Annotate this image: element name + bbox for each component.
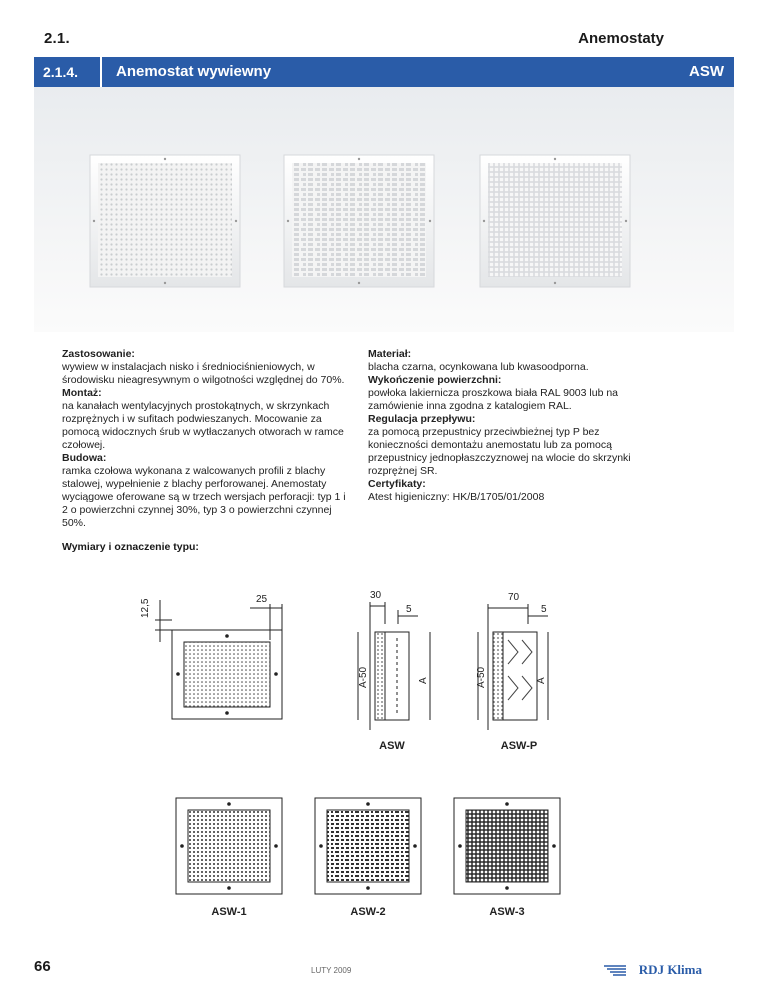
heading-regulacja: Regulacja przepływu:: [368, 413, 476, 425]
dim-5a: 5: [406, 604, 412, 615]
product-code: ASW: [689, 63, 724, 80]
caption-asw-3: ASW-3: [489, 906, 525, 918]
heading-certyfikaty: Certyfikaty:: [368, 478, 426, 490]
product-title: Anemostat wywiewny: [116, 63, 272, 80]
text-montaz: na kanałach wentylacyjnych prostokątnych, w skrzynkach rozprężnych i w sufitach podwieszanych. Mocowanie za pomocą widocznych śrub w wytłaczanych otworach w ramce czołowej.: [62, 400, 344, 451]
dim-70: 70: [508, 592, 520, 603]
drawing-asw-2: [315, 798, 421, 894]
label-a-b: A: [536, 677, 547, 684]
dim-12-5: 12,5: [140, 598, 151, 618]
type-drawings: [0, 790, 768, 900]
page-number: 66: [34, 958, 51, 975]
section-title: Anemostaty: [578, 30, 664, 47]
label-a-50-b: A-50: [476, 666, 487, 688]
text-material: blacha czarna, ocynkowana lub kwasoodporna.: [368, 361, 589, 373]
photo-asw-1: [90, 155, 240, 287]
heading-montaz: Montaż:: [62, 387, 102, 399]
dim-25: 25: [256, 594, 268, 605]
description-left: [62, 348, 354, 530]
dimensions-heading: Wymiary i oznaczenie typu:: [62, 541, 199, 553]
text-wykonczenie: powłoka lakiernicza proszkowa biała RAL 9003 lub na zamówienie inna zgodna z katalogiem RAL.: [368, 387, 619, 412]
title-bar: [34, 57, 734, 87]
label-a-50: A-50: [358, 666, 369, 688]
text-budowa: ramka czołowa wykonana z walcowanych profili z blachy stalowej, wypełnienie z blachy perforowanej. Anemostaty wyciągowe oferowane są w trzech wersjach perforacji: typ 1 i 2 o powierzchni czynnej 30%, typ 3 o powierzchni czynnej 50%.: [62, 465, 346, 529]
text-zastosowanie: wywiew w instalacjach nisko i średniociśnieniowych, w środowisku nieagresywnym o wilgotności względnej do 70%.: [62, 361, 345, 386]
photo-asw-2: [284, 155, 434, 287]
front-view-grille: [184, 642, 270, 707]
rdj-logo-text: RDJ Klima: [638, 962, 702, 977]
caption-asw-2: ASW-2: [350, 906, 386, 918]
product-number: 2.1.4.: [34, 57, 102, 87]
dim-30: 30: [370, 590, 382, 601]
photo-asw-3: [480, 155, 630, 287]
caption-asw: ASW: [379, 740, 405, 752]
heading-zastosowanie: Zastosowanie:: [62, 348, 135, 360]
product-photos: [34, 87, 734, 332]
caption-asw-1: ASW-1: [211, 906, 247, 918]
caption-asw-p: ASW-P: [500, 740, 538, 752]
rdj-logo-icon: [604, 964, 628, 976]
dim-5b: 5: [541, 604, 547, 615]
label-a: A: [418, 677, 429, 684]
heading-material: Materiał:: [368, 348, 412, 360]
drawing-asw-3: [454, 798, 560, 894]
product-photo-band: [34, 87, 734, 332]
text-certyfikaty: Atest higieniczny: HK/B/1705/01/2008: [368, 491, 545, 503]
text-regulacja: za pomocą przepustnicy przeciwbieżnej typ P bez konieczności demontażu anemostatu lub za pomocą przepustnicy jednopłaszczyznowej na wlocie do skrzynki rozprężnej SR.: [368, 426, 631, 477]
section-number: 2.1.: [44, 30, 70, 47]
footer-date: LUTY 2009: [311, 966, 352, 975]
heading-wykonczenie: Wykończenie powierzchni:: [368, 374, 502, 386]
description-right: [368, 348, 654, 504]
drawing-asw-1: [176, 798, 282, 894]
heading-budowa: Budowa:: [62, 452, 107, 464]
